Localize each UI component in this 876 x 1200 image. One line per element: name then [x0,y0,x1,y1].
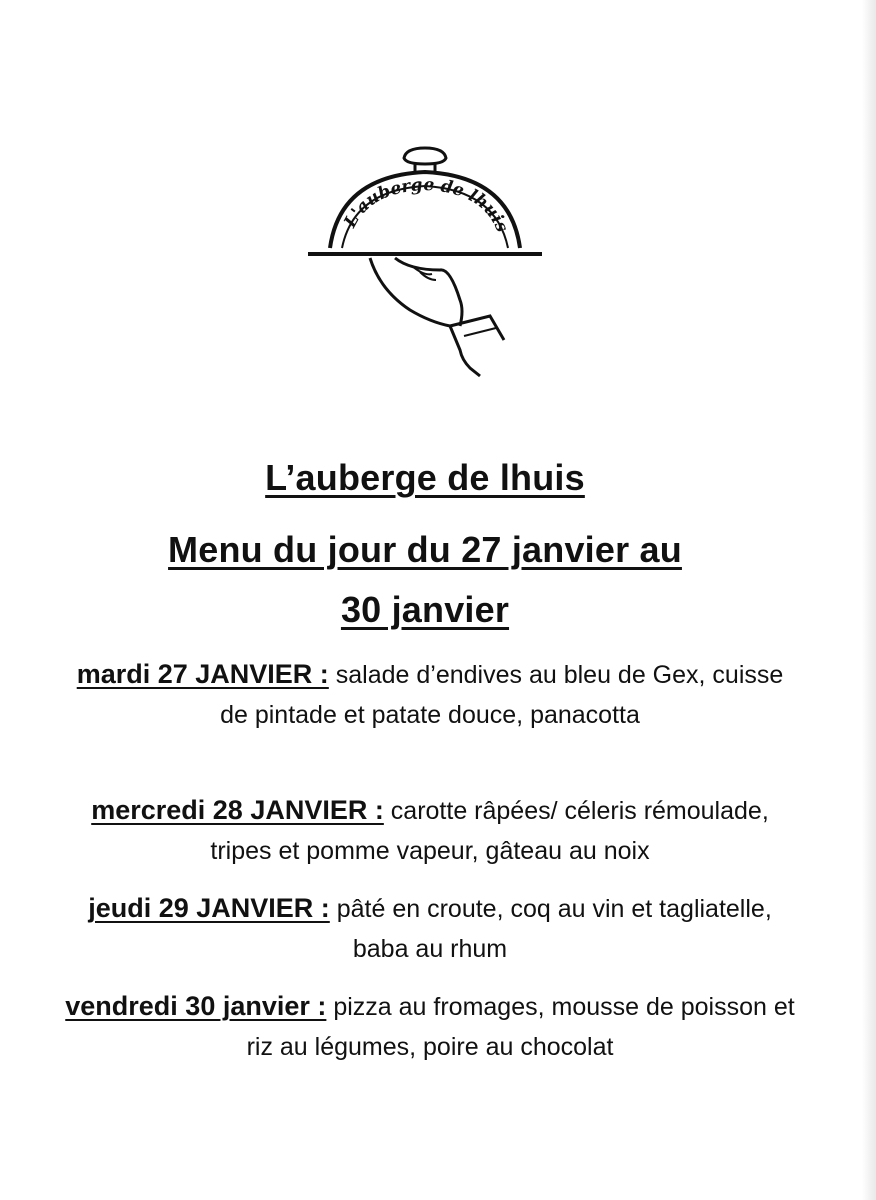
cloche-hand-icon [300,140,550,385]
menu-title-line2-text: 30 janvier [340,589,510,630]
menu-day-wednesday [60,790,800,871]
day-label: mercredi 28 JANVIER : [91,795,384,825]
restaurant-logo [300,140,550,385]
day-label: mardi 27 JANVIER : [76,659,329,689]
svg-text:L'auberge de lhuis: L'auberge de lhuis [340,174,512,236]
restaurant-name-text: L’auberge de lhuis [265,457,585,498]
day-dishes: carotte râpées/ céleris rémoulade, tripes et pomme vapeur, gâteau au noix [210,797,769,865]
day-dishes: pâté en croute, coq au vin et tagliatelle, baba au rhum [336,895,772,963]
menu-day-tuesday [60,654,800,735]
day-dishes: salade d’endives au bleu de Gex, cuisse de pintade et patate douce, panacotta [220,661,784,729]
menu-title-line2 [0,588,850,632]
menu-title-line1 [0,528,850,572]
page-edge-shadow [862,0,876,1200]
day-dishes: pizza au fromages, mousse de poisson et riz au légumes, poire au chocolat [246,993,795,1061]
day-label: jeudi 29 JANVIER : [88,893,330,923]
menu-day-thursday [60,888,800,969]
restaurant-name-heading [0,456,850,500]
menu-title-line1-text: Menu du jour du 27 janvier au [168,529,682,570]
day-label: vendredi 30 janvier : [65,991,327,1021]
menu-day-friday [60,986,800,1067]
